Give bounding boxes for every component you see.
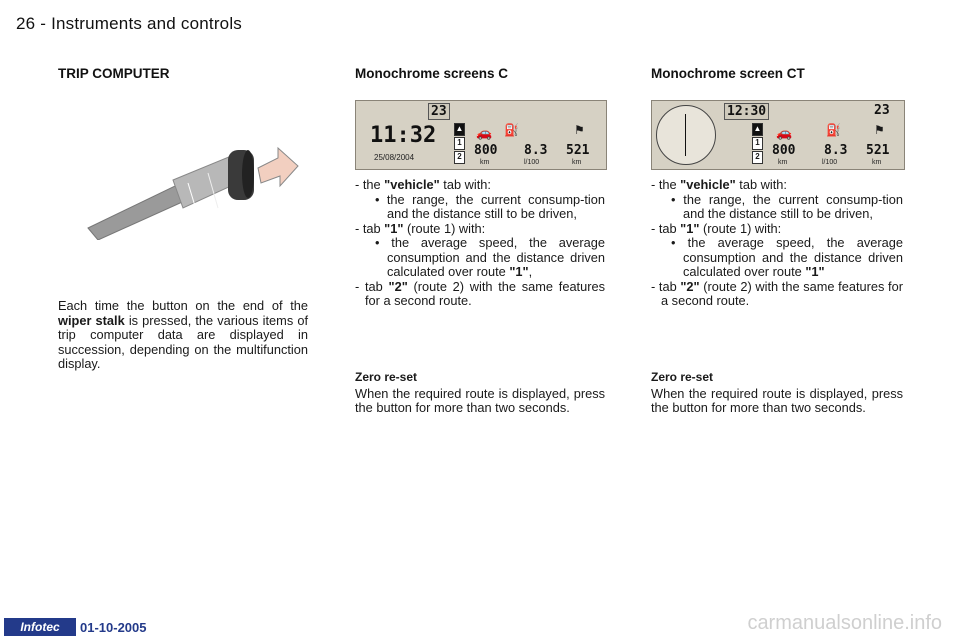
display-ct-tab-2: 2 (752, 151, 763, 164)
page-number: 26 (16, 14, 36, 33)
display-ct-tab-1: 1 (752, 137, 763, 150)
display-c-date: 25/08/2004 (374, 153, 415, 162)
infotec-badge: Infotec (4, 618, 76, 636)
list-item: - the "vehicle" tab with: (651, 177, 787, 192)
flag-icon: ⚑ (574, 123, 585, 137)
footer-date: 01-10-2005 (80, 620, 147, 635)
screen-ct-title: Monochrome screen CT (651, 66, 805, 81)
zero-reset-title-ct: Zero re-set (651, 370, 714, 384)
list-item: - the "vehicle" tab with: (355, 177, 491, 192)
display-ct-consumption: 8.3 (824, 143, 848, 158)
screen-ct-list (651, 178, 903, 309)
display-ct (651, 100, 905, 170)
display-ct-temp: 23 (874, 103, 890, 118)
list-item: • the range, the current consump-tion and the distance still to be driven, (671, 191, 903, 221)
display-c (355, 100, 607, 170)
display-c-consumption: 8.3 (524, 143, 548, 158)
wiper-stalk-label: wiper stalk (58, 312, 125, 328)
fuel-icon: ⛽ (826, 123, 841, 137)
list-item: - tab "2" (route 2) with the same features for a second route. (651, 278, 903, 308)
display-c-vehicle-tab: ▲ (454, 123, 465, 136)
trip-computer-description (58, 299, 308, 372)
screens-c-list (355, 178, 605, 309)
display-c-unit-distance: km (572, 159, 582, 166)
display-c-distance: 521 (566, 143, 590, 158)
list-item: • the average speed, the average consumption and the distance driven calculated over route "1", (375, 235, 605, 279)
wiper-stalk-illustration (58, 128, 306, 240)
display-c-temp: 23 (428, 103, 450, 120)
list-item: - tab "1" (route 1) with: (651, 220, 782, 236)
display-ct-distance: 521 (866, 143, 890, 158)
page-header (16, 14, 242, 34)
zero-reset-text-ct: When the required route is displayed, press the button for more than two seconds. (651, 386, 903, 415)
list-item: • the average speed, the average consumption and the distance driven calculated over route "1" (671, 235, 903, 279)
display-c-tab-1: 1 (454, 137, 465, 150)
fuel-icon: ⛽ (504, 123, 519, 137)
trip-computer-title: TRIP COMPUTER (58, 66, 170, 81)
display-ct-time: 12:30 (724, 103, 769, 120)
zero-reset-title-c: Zero re-set (355, 370, 418, 384)
display-c-unit-consumption: l/100 (524, 159, 540, 166)
display-c-time: 11:32 (370, 123, 437, 148)
car-icon: 🚗 (776, 125, 793, 140)
zero-reset-text-c: When the required route is displayed, press the button for more than two seconds. (355, 386, 605, 415)
section-title: Instruments and controls (51, 14, 243, 33)
car-icon: 🚗 (476, 125, 493, 140)
list-item: - tab "2" (route 2) with the same features for a second route. (355, 278, 606, 308)
header-separator: - (40, 14, 47, 33)
flag-icon: ⚑ (874, 123, 885, 137)
display-ct-unit-range: km (778, 159, 788, 166)
display-ct-unit-distance: km (872, 159, 882, 166)
display-ct-vehicle-tab: ▲ (752, 123, 763, 136)
clock-face-icon (656, 105, 716, 165)
list-item: - tab "1" (route 1) with: (355, 220, 486, 236)
list-item: • the range, the current consump-tion and the distance still to be driven, (375, 191, 605, 221)
display-c-range: 800 (474, 143, 498, 158)
watermark: carmanualsonline.info (747, 612, 942, 634)
display-ct-unit-consumption: l/100 (822, 159, 838, 166)
desc-start: Each time the button on the end of the (58, 298, 308, 313)
screens-c-title: Monochrome screens C (355, 66, 509, 81)
desc-rest: is pressed, the various items of trip computer data are displayed in succession, depending on the multifunction display. (58, 312, 308, 371)
display-c-tab-2: 2 (454, 151, 465, 164)
display-c-unit-range: km (480, 159, 490, 166)
display-ct-range: 800 (772, 143, 796, 158)
